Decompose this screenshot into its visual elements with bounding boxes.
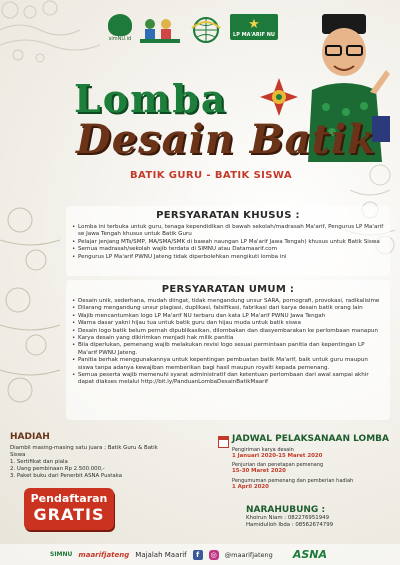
batik-pattern-top-left	[0, 0, 110, 70]
nu-globe-logo	[188, 14, 224, 48]
schedule-label: Penjurian dan penetapan pemenang	[232, 462, 324, 469]
batik-side-decoration	[0, 200, 62, 430]
free-registration-value: GRATIS	[33, 505, 105, 524]
footer-majalah-label: Majalah Maarif	[135, 550, 187, 559]
prize-item: 2. Uang pembinaan Rp 2.500.000,-	[10, 466, 105, 472]
list-item: • Desain logo batik belum pernah dipublikasikan, dilombakan dan diasyembarakan ke perlombaan manapun	[72, 328, 384, 335]
schedule-date: 1 April 2020	[232, 483, 269, 490]
simnu-logo	[108, 14, 132, 42]
contact-item: Khoirun Niam : 082276951949	[246, 515, 329, 521]
general-requirements-box	[66, 280, 390, 420]
title-desain-batik: Desain Batik	[76, 116, 376, 163]
special-requirements-box	[66, 206, 390, 276]
schedule-date: 15-30 Maret 2020	[232, 468, 286, 475]
special-requirements-list	[66, 221, 390, 261]
batik-ornament-icon	[258, 76, 300, 118]
prizes-section	[10, 432, 170, 480]
schedule-date: 1 Januari 2020-15 Maret 2020	[232, 453, 323, 459]
footer-simnu-logo: SIMNU	[50, 551, 73, 558]
list-item: • Bila diperlukan, pemenang wajib melakukan revisi logo sesuai permintaan panitia dan kepentingan LP Ma'arif PWNU Jateng.	[72, 342, 384, 357]
contact-section	[246, 505, 396, 529]
lp-maarif-logo	[230, 14, 278, 40]
footer-asna-logo: ASNA	[292, 548, 327, 561]
contact-heading: NARAHUBUNG :	[246, 505, 326, 515]
list-item: • Karya desain yang dikirimkan menjadi hak milik panitia	[72, 335, 384, 342]
instagram-icon[interactable]: ◎	[210, 550, 217, 559]
subtitle: BATIK GURU - BATIK SISWA	[130, 170, 293, 181]
list-item: • Semua madrasah/sekolah wajib terdata di SIMNU atau Datamaarif.com	[72, 246, 384, 253]
footer-maarif-logo: maarifjateng	[78, 550, 130, 559]
general-requirements-heading: PERSYARATAN UMUM :	[161, 284, 295, 295]
calendar-icon	[218, 436, 229, 448]
list-item: • Desain unik, sederhana, mudah diingat, tidak mengandung unsur SARA, pornografi, provokasi, radikalisime	[72, 298, 384, 305]
schedule-label: Pengiriman karya desain	[232, 447, 294, 453]
special-requirements-heading: PERSYARATAN KHUSUS :	[156, 210, 300, 221]
list-item: • Warna dasar yakni hijau tua untuk batik guru dan hijau muda untuk batik siswa	[72, 320, 384, 327]
list-item: • Pelajar jenjang MTs/SMP, MA/SMA/SMK di bawah naungan LP Ma'arif Jawa Tengah) khusus untuk Batik Siswa	[72, 239, 384, 246]
schedule-heading: JADWAL PELAKSANAAN LOMBA	[232, 434, 389, 444]
list-item: • Lomba ini terbuka untuk guru, tenaga kependidikan di bawah sekolah/madrasah Ma'arif, Pengurus LP Ma'arif se Jawa Tengah khusus untuk Batik Guru	[72, 224, 384, 239]
footer-bar	[0, 544, 400, 565]
contact-item: Hamidulloh Ibda : 08562674799	[246, 522, 334, 528]
prizes-heading: HADIAH	[10, 432, 50, 442]
prize-item: 1. Sertifikat dan piala	[10, 459, 68, 465]
lp-maarif-logo-text: LP MA'ARIF NU	[233, 31, 275, 38]
simnu-logo-mark	[108, 14, 132, 36]
list-item: • Semua peserta wajib memenuhi syarat administratif dan ketentuan perlombaan dari awal sampai akhir dapat diakses melalui http://bit.ly/PanduanLombaDesainBatikMaarif	[72, 372, 384, 387]
students-illustration-logo	[138, 14, 182, 44]
list-item: • Dilarang mengandung unsur plagiasi, duplikasi, falsifikasi, fabrikasi dari karya desain batik orang lain	[72, 305, 384, 312]
free-registration-badge	[24, 488, 114, 530]
list-item: • Wajib mencantumkan logo LP Ma'arif NU terbaru dan kata LP Ma'arif PWNU Jawa Tengah	[72, 313, 384, 320]
schedule-section	[232, 434, 392, 490]
star-icon: ★	[248, 16, 260, 32]
title-lomba: Lomba	[74, 76, 228, 121]
free-registration-label: Pendaftaran	[30, 492, 108, 505]
list-item: • Pengurus LP Ma'arif PWNU Jateng tidak diperbolehkan mengikuti lomba ini	[72, 254, 384, 261]
list-item: • Panitia berhak menggunakannya untuk kepentingan pembuatan batik Ma'arif, baik untuk guru maupun siswa tanpa adanya kewajiban memberikan bagi hasil maupun royalti kepada pemenang.	[72, 357, 384, 372]
footer-handle[interactable]: @maarifjateng	[224, 550, 273, 559]
general-requirements-list	[66, 295, 390, 387]
schedule-label: Pengumuman pemenang dan pemberian hadiah	[232, 477, 354, 484]
facebook-icon[interactable]: f	[193, 550, 203, 560]
sponsor-logos	[108, 14, 308, 58]
prizes-intro: Diambil masing-masing satu juara ; Batik Guru & Batik Siswa	[10, 445, 158, 458]
prize-item: 3. Paket buku dari Penerbit ASNA Pustaka	[10, 473, 123, 479]
simnu-logo-text: simNU.id	[108, 36, 132, 42]
